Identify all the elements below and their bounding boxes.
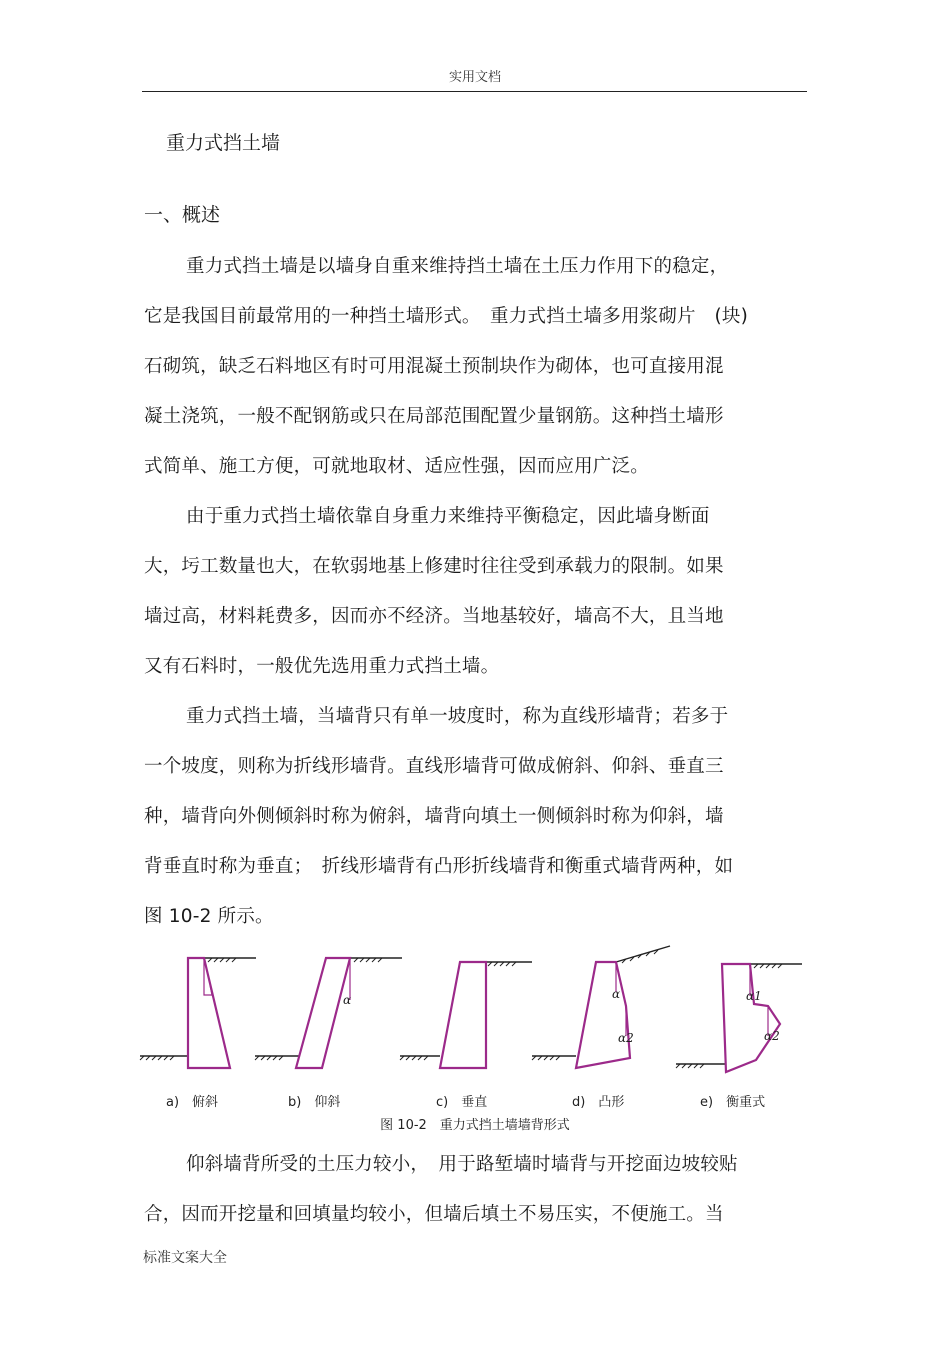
alpha-label-d1: α [612, 987, 621, 1001]
paragraph-2-line-3: 墙过高，材料耗费多，因而亦不经济。当地基较好，墙高不大，且当地 [144, 606, 724, 627]
section-heading: 一、概述 [144, 204, 221, 226]
paragraph-3-line-4: 背垂直时称为垂直； 折线形墙背有凸形折线墙背和衡重式墙背两种，如 [144, 856, 734, 877]
paragraph-1-line-5: 式简单、施工方便，可就地取材、适应性强，因而应用广泛。 [144, 456, 649, 477]
figure-label-b: b) 仰斜 [288, 1095, 341, 1110]
wall-b-inclined-inward [255, 958, 402, 1068]
wall-a-inclined-outward [140, 958, 256, 1068]
paragraph-3-line-5: 图 10-2 所示。 [144, 906, 274, 927]
paragraph-1-line-2: 它是我国目前最常用的一种挡土墙形式。 重力式挡土墙多用浆砌片 (块) [144, 306, 748, 327]
paragraph-1-line-4: 凝土浇筑，一般不配钢筋或只在局部范围配置少量钢筋。这种挡土墙形 [144, 406, 724, 427]
page-footer: 标准文案大全 [143, 1250, 227, 1266]
alpha-label-b: α [343, 993, 352, 1007]
page-header: 实用文档 [448, 70, 501, 85]
alpha-label-e2: α2 [764, 1029, 780, 1043]
header-divider [142, 91, 807, 92]
paragraph-4-line-1: 仰斜墙背所受的土压力较小， 用于路堑墙时墙背与开挖面边坡较贴 [186, 1154, 738, 1175]
paragraph-3-line-2: 一个坡度，则称为折线形墙背。直线形墙背可做成俯斜、仰斜、垂直三 [144, 756, 724, 777]
alpha-label-d2: α2 [618, 1031, 634, 1045]
wall-e-shelf [676, 964, 802, 1072]
paragraph-3-line-3: 种，墙背向外侧倾斜时称为俯斜，墙背向填土一侧倾斜时称为仰斜，墙 [144, 806, 724, 827]
paragraph-2-line-2: 大，圬工数量也大，在软弱地基上修建时往往受到承载力的限制。如果 [144, 556, 724, 577]
figure-label-d: d) 凸形 [572, 1095, 625, 1110]
figure-caption: 图 10-2 重力式挡土墙墙背形式 [380, 1118, 570, 1133]
figure-label-c: c) 垂直 [436, 1095, 488, 1110]
wall-c-vertical [400, 962, 532, 1068]
figure-label-e: e) 衡重式 [700, 1095, 766, 1110]
paragraph-1-line-1: 重力式挡土墙是以墙身自重来维持挡土墙在土压力作用下的稳定， [186, 256, 729, 277]
alpha-label-e1: α1 [746, 989, 762, 1003]
paragraph-4-line-2: 合，因而开挖量和回填量均较小，但墙后填土不易压实，不便施工。当 [144, 1204, 724, 1225]
retaining-wall-figure [140, 940, 810, 1085]
paragraph-2-line-1: 由于重力式挡土墙依靠自身重力来维持平衡稳定，因此墙身断面 [186, 506, 710, 527]
paragraph-1-line-3: 石砌筑，缺乏石料地区有时可用混凝土预制块作为砌体，也可直接用混 [144, 356, 724, 377]
document-title: 重力式挡土墙 [166, 132, 281, 154]
wall-d-convex [532, 946, 670, 1068]
paragraph-2-line-4: 又有石料时，一般优先选用重力式挡土墙。 [144, 656, 500, 677]
paragraph-3-line-1: 重力式挡土墙，当墙背只有单一坡度时，称为直线形墙背；若多于 [186, 706, 729, 727]
figure-label-a: a) 俯斜 [166, 1095, 219, 1110]
